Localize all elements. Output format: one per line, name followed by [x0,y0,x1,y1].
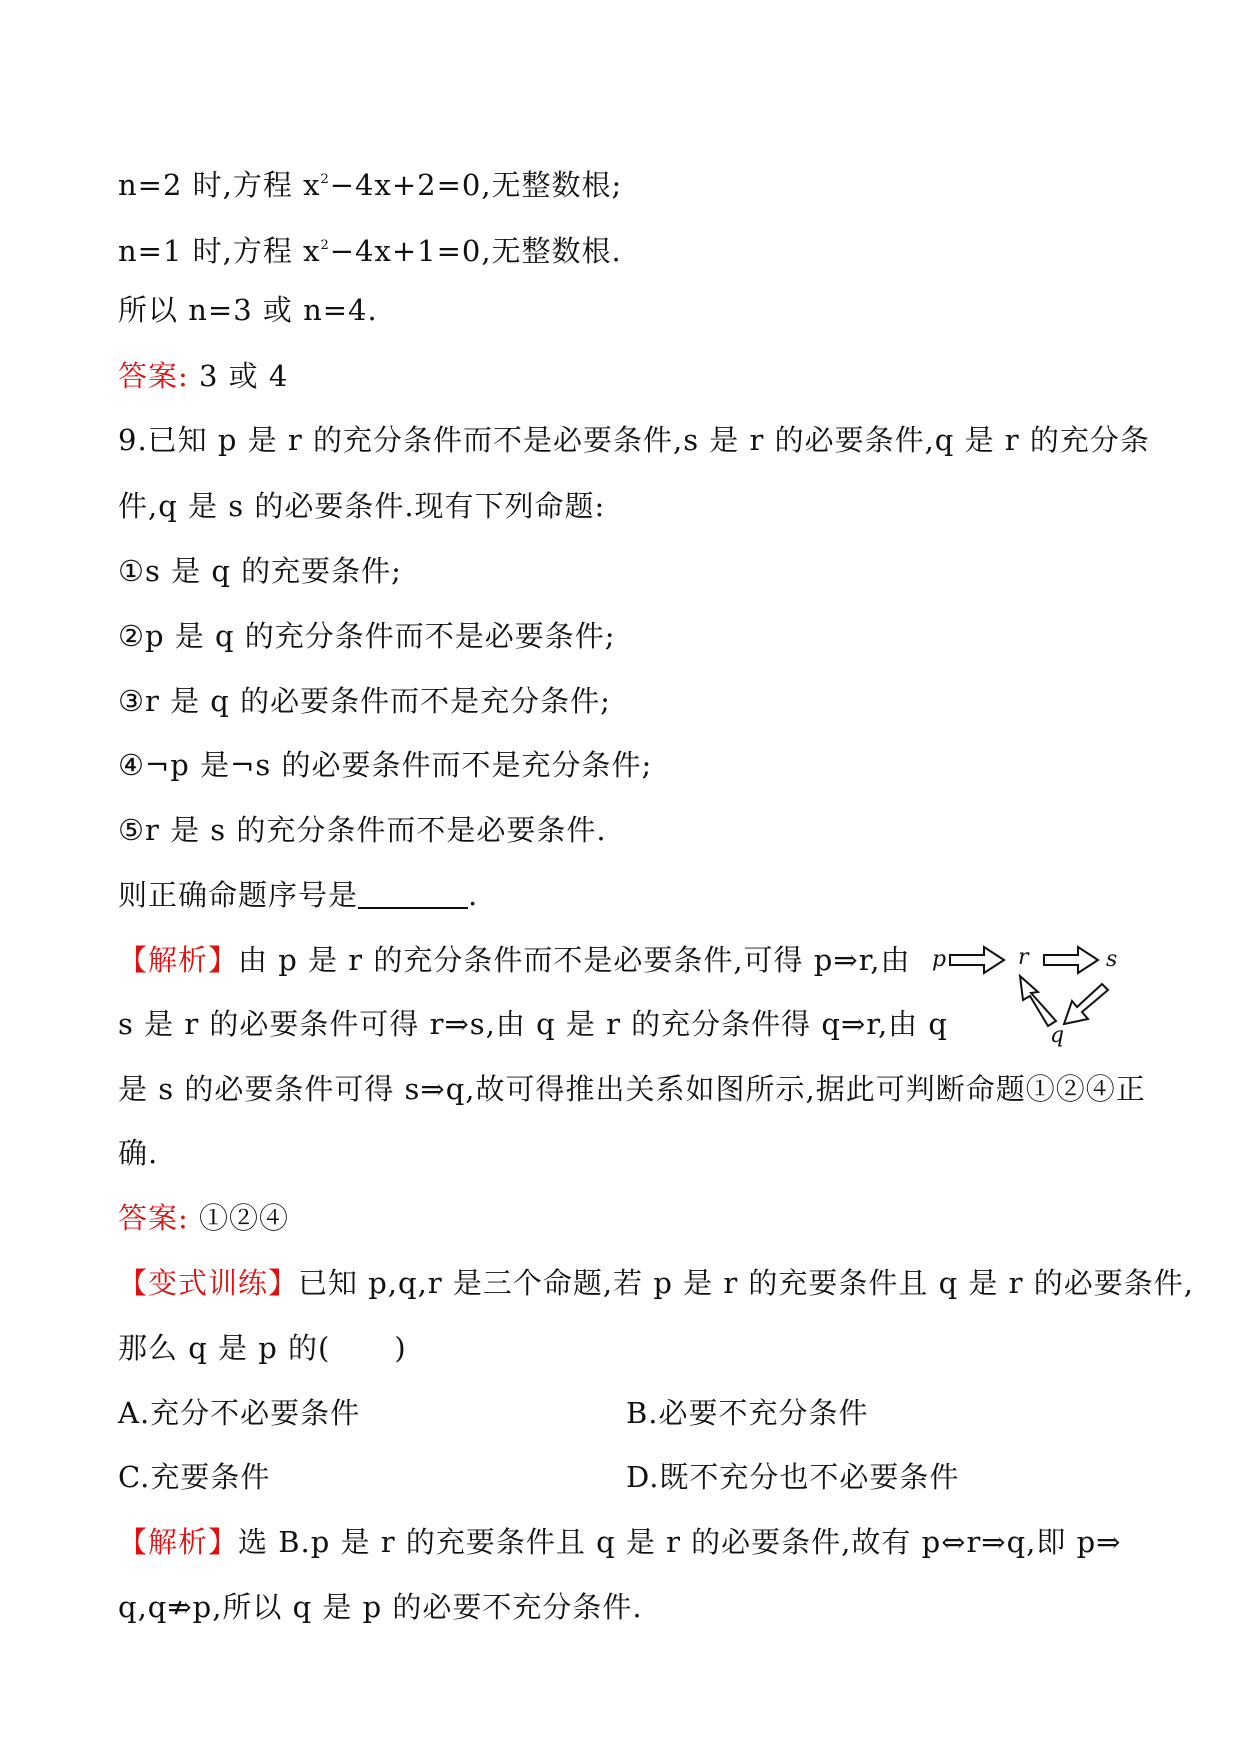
conclusion-line: 所以 n=3 或 n=4. [118,293,378,327]
option-b: B.必要不充分条件 [626,1396,869,1430]
answer-label: 答案: [118,359,189,393]
implication-diagram [928,938,1128,1048]
analysis-line-4: 确. [118,1136,159,1170]
proposition-4: ④¬p 是¬s 的必要条件而不是充分条件; [118,748,653,782]
answer-line-2 [118,1198,289,1238]
analysis2-line-1: 【解析】选 B.p 是 r 的充要条件且 q 是 r 的必要条件,故有 p⇔r⇒q,即 p⇒ [118,1525,1122,1559]
arrow-r-to-s [1044,947,1098,973]
options-row-2 [118,1457,960,1497]
option-c: C.充要条件 [118,1460,271,1494]
arrow-q-to-r [1020,976,1056,1026]
node-r: r [1018,945,1029,970]
variant-line-2: 那么 q 是 p 的( ) [118,1331,407,1365]
question-9-line-2: 件,q 是 s 的必要条件.现有下列命题: [118,489,606,523]
node-p: p [932,947,947,972]
proposition-5: ⑤r 是 s 的充分条件而不是必要条件. [118,813,607,847]
text-line-n1: n=1 时,方程 $x^2-4x+1=0$,无整数根. [118,234,622,268]
analysis2-line-2: q,q⇏p,所以 q 是 p 的必要不充分条件. [118,1590,643,1624]
proposition-2: ②p 是 q 的充分条件而不是必要条件; [118,619,616,653]
question-9-line-1: 9.已知 p 是 r 的充分条件而不是必要条件,s 是 r 的必要条件,q 是 r 的充分条 [118,423,1150,457]
analysis-line-1: 【解析】由 p 是 r 的充分条件而不是必要条件,可得 p⇒r,由 [118,943,911,977]
node-s: s [1106,947,1118,972]
proposition-3: ③r 是 q 的必要条件而不是充分条件; [118,684,611,718]
variant-label: 【变式训练】 [118,1266,299,1300]
answer-value: ①②④ [188,1201,289,1235]
variant-line-1: 【变式训练】已知 p,q,r 是三个命题,若 p 是 r 的充要条件且 q 是 r 的必要条件, [118,1266,1194,1300]
options-row-1 [118,1393,869,1433]
answer-line-1 [118,356,288,396]
answer-label: 答案: [118,1201,189,1235]
proposition-1: ①s 是 q 的充要条件; [118,554,402,588]
arrow-p-to-r [950,947,1004,973]
question-prompt: 则正确命题序号是 . [118,878,479,912]
analysis-label: 【解析】 [118,1525,239,1559]
answer-blank [358,883,468,909]
analysis-line-3: 是 s 的必要条件可得 s⇒q,故可得推出关系如图所示,据此可判断命题①②④正 [118,1072,1146,1106]
option-d: D.既不充分也不必要条件 [626,1460,960,1494]
analysis-label: 【解析】 [118,943,239,977]
node-q: q [1050,1023,1065,1048]
option-a: A.充分不必要条件 [118,1396,361,1430]
answer-value: 3 或 4 [188,359,289,393]
analysis-line-2: s 是 r 的必要条件可得 r⇒s,由 q 是 r 的充分条件得 q⇒r,由 q [118,1007,948,1041]
arrow-s-to-q [1064,984,1108,1024]
text-line-n2: n=2 时,方程 $x^2-4x+2=0$,无整数根; [118,168,623,202]
